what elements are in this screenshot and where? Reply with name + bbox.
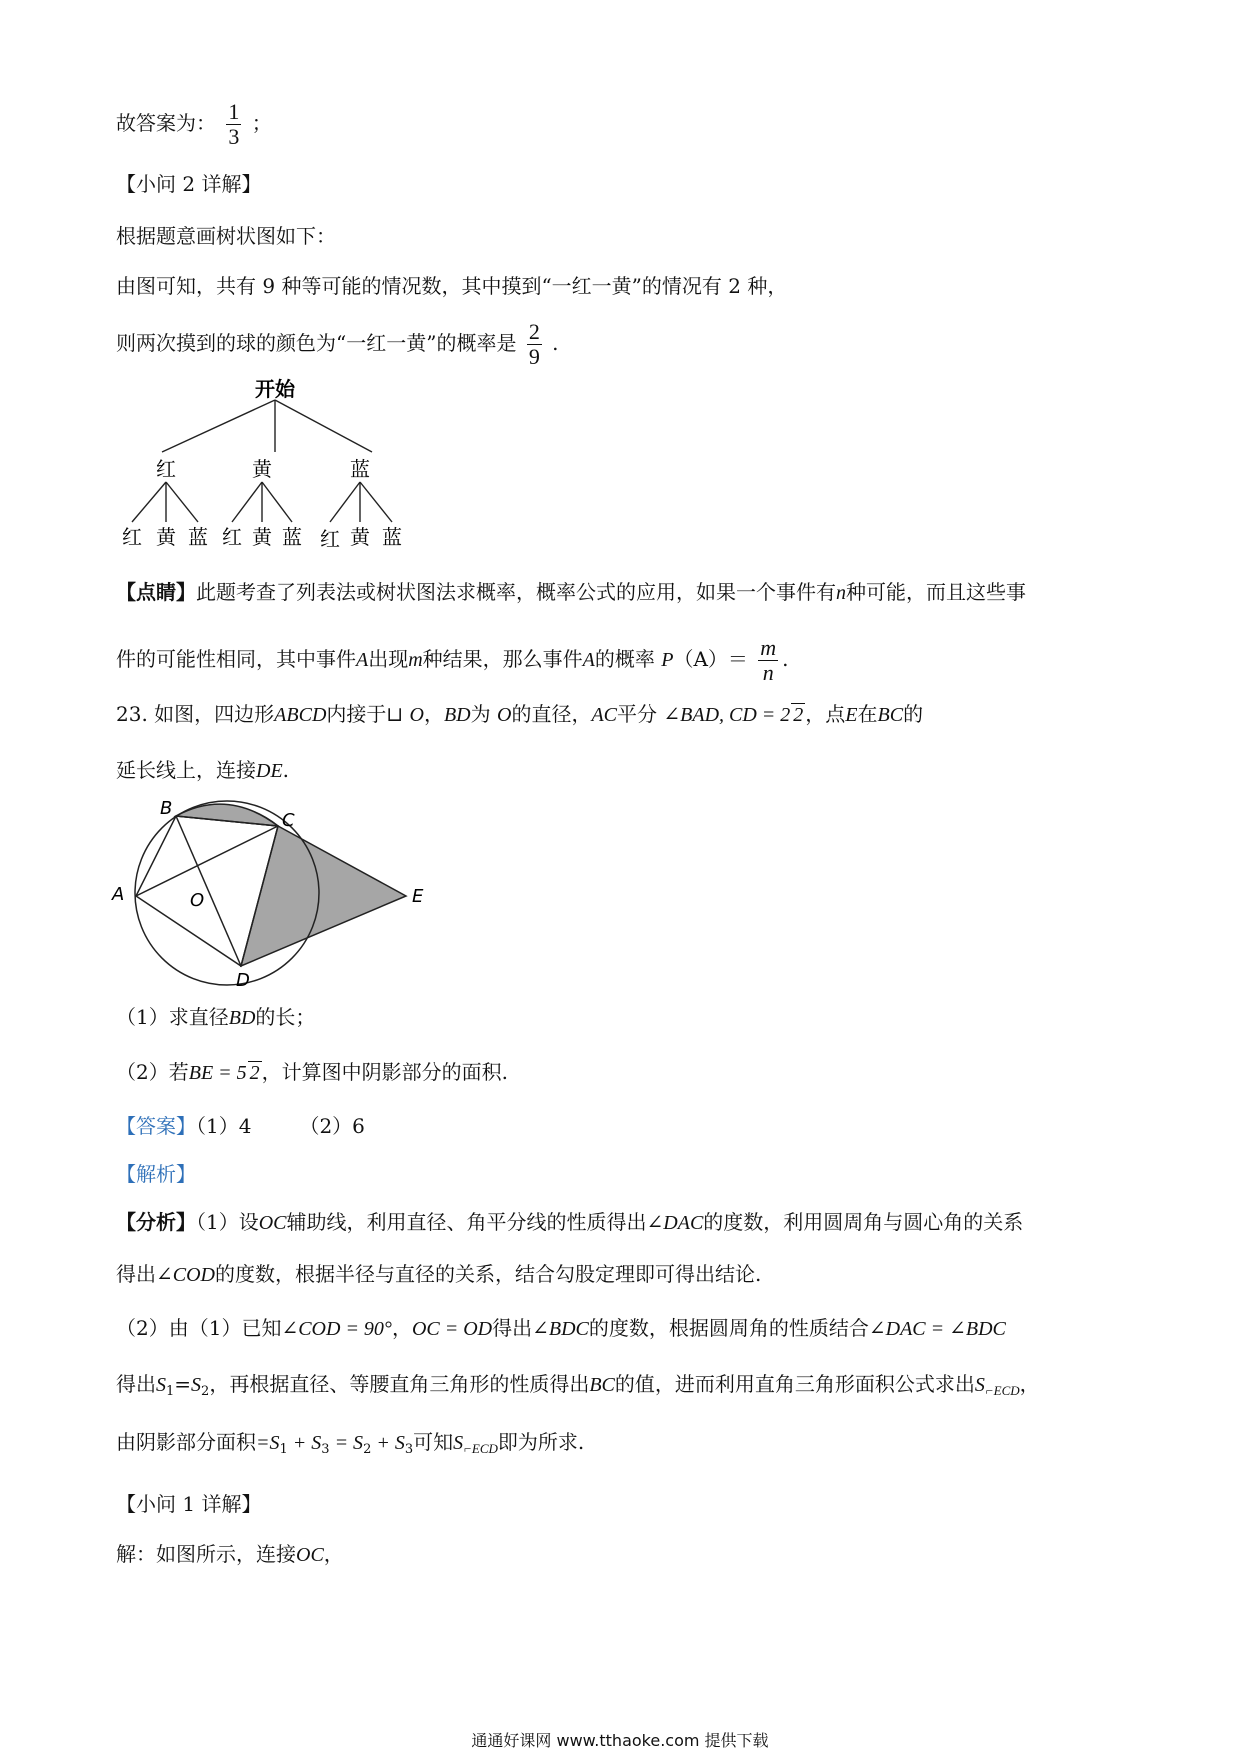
sub-question-1: （1）求直径BD的长； — [116, 1005, 316, 1029]
sub-question-2: （2）若BE = 5 2 ，计算图中阴影部分的面积. — [116, 1060, 509, 1084]
label-d: D — [236, 970, 250, 990]
tree-l2-6: 红 — [320, 527, 340, 551]
tree-intro-text: 根据题意画树状图如下： — [116, 224, 336, 248]
tree-l2-4: 黄 — [252, 525, 272, 549]
tree-l2-5: 蓝 — [282, 525, 302, 549]
tree-l2-1: 黄 — [156, 525, 176, 549]
label-e: E — [412, 886, 424, 907]
fenxi-line-1: 【分析】（1）设OC辅助线，利用直径、角平分线的性质得出∠DAC的度数，利用圆周角与圆心角的关系 — [116, 1210, 1024, 1234]
figure-conclusion-text: 由图可知，共有 9 种等可能的情况数，其中摸到“一红一黄”的情况有 2 种， — [116, 274, 788, 298]
fraction-m-over-n: $\frac{m}{n}$ — [760, 635, 777, 685]
label-o: O — [190, 890, 205, 911]
tree-l1-2: 蓝 — [350, 457, 370, 481]
dianjing-line-1: 【点睛】此题考查了列表法或树状图法求概率，概率公式的应用，如果一个事件有n种可能，而且这些事 — [116, 580, 1026, 604]
label-b: B — [160, 800, 173, 819]
tree-l2-8: 蓝 — [382, 525, 402, 549]
sub-question-1-heading: 【小问 1 详解】 — [116, 1492, 262, 1516]
tree-l2-3: 红 — [222, 525, 242, 549]
shaded-triangle-cde — [241, 826, 406, 966]
label-a: A — [112, 884, 125, 905]
fraction-two-ninths: $\frac{2}{9}$ — [528, 319, 540, 369]
tree-diagram — [110, 372, 430, 554]
fraction-one-third: $\frac{1}{3}$ — [228, 99, 240, 149]
question-23-line-2: 延长线上，连接DE. — [116, 758, 290, 782]
fenxi-line-2: 得出∠COD的度数，根据半径与直径的关系，结合勾股定理即可得出结论. — [116, 1262, 762, 1286]
question-23-line-1: 23. 如图，四边形ABCD内接于⊔ O，BD为 O的直径，AC平分 ∠BAD, CD = 2 2 ，点E在BC的 — [116, 702, 924, 726]
circle-geometry-figure — [108, 800, 438, 990]
jiexi-heading: 【解析】 — [116, 1162, 196, 1186]
part2-line-1: （2）由（1）已知∠COD = 90°，OC = OD得出∠BDC的度数，根据圆周角的性质结合∠DAC = ∠BDC — [116, 1316, 1006, 1340]
part2-line-3: 由阴影部分面积$=S_1 + S_3 = S_2 + S_3$可知$S_{⌐ECD}$即为所求. — [116, 1430, 585, 1457]
answer-line: 【答案】（1）4 （2）6 — [116, 1114, 365, 1138]
probability-line: 则两次摸到的球的颜色为“一红一黄”的概率是 $\frac{2}{9}$ . — [116, 319, 559, 369]
tree-root: 开始 — [255, 377, 295, 401]
tree-l2-2: 蓝 — [188, 525, 208, 549]
tree-l2-0: 红 — [122, 525, 142, 549]
label-c: C — [282, 810, 295, 831]
sub-question-2-heading: 【小问 2 详解】 — [116, 172, 262, 196]
page-footer: 通通好课网 www.tthaoke.com 提供下载 — [471, 1731, 769, 1750]
solution-line: 解：如图所示，连接OC， — [116, 1542, 344, 1566]
tree-l2-7: 黄 — [350, 525, 370, 549]
part2-line-2: 得出$S_1=S_2$，再根据直径、等腰直角三角形的性质得出BC的值，进而利用直角三角形面积公式求出$S_{⌐ECD}$， — [116, 1372, 1040, 1399]
answer-line-1: 故答案为： $\frac{1}{3}$ ； — [116, 99, 272, 149]
tree-l1-1: 黄 — [252, 457, 272, 481]
dianjing-line-2: 件的可能性相同，其中事件A出现m种结果，那么事件A的概率 P（A）＝ $\frac{m}{n}$ . — [116, 635, 789, 685]
tree-l1-0: 红 — [156, 457, 176, 481]
